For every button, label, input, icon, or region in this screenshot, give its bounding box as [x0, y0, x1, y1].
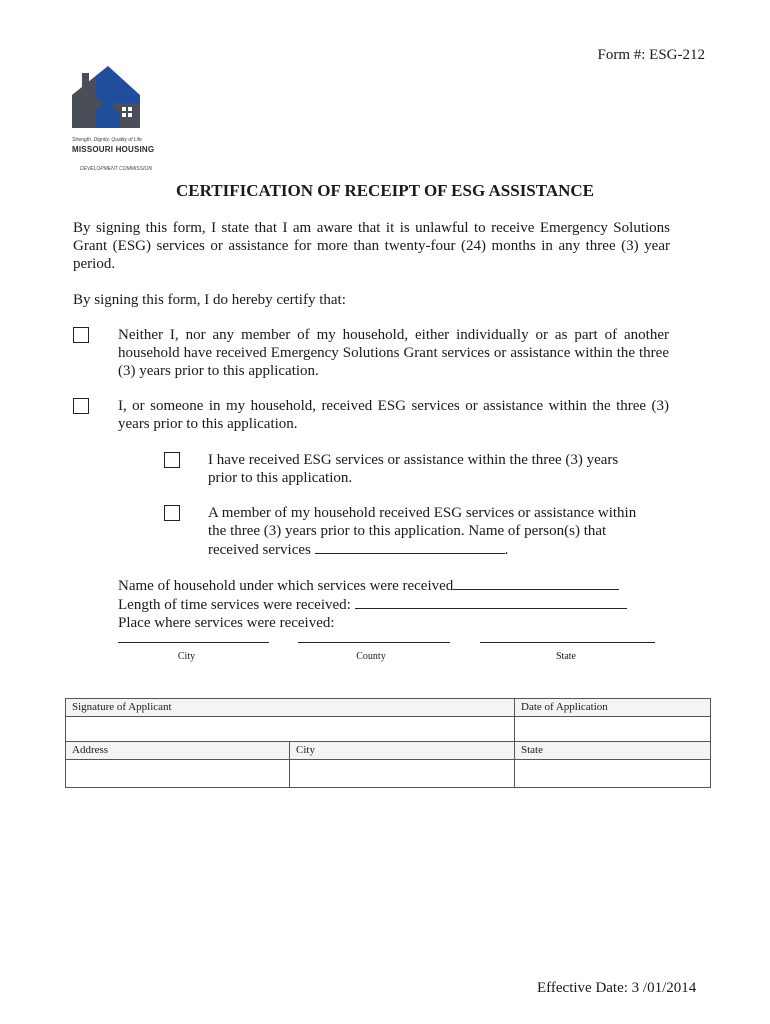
option-2-checkbox[interactable] [73, 398, 89, 414]
address-label: Address [66, 742, 290, 760]
date-label: Date of Application [515, 699, 711, 717]
logo-subname: DEVELOPMENT COMMISSION [80, 166, 152, 172]
sub-option-2-text [208, 504, 648, 559]
sub-option-2-label: A member of my household received ESG services or assistance within the three (3) years prior to this application. Name of person(s) that received services [208, 505, 637, 558]
option-2-text: I, or someone in my household, received ESG services or assistance within the three (3) years prior to this application. [118, 398, 669, 432]
intro-paragraph: By signing this form, I state that I am aware that it is unlawful to receive Emergency Solutions Grant (ESG) services or assistance for more than twenty-four (24) months in any three (3) year period. [73, 220, 670, 272]
house-puzzle-icon [68, 63, 155, 175]
state-field[interactable] [480, 642, 655, 643]
length-of-time-field[interactable] [355, 595, 627, 609]
service-details [118, 576, 678, 632]
certify-lead: By signing this form, I do hereby certify that: [73, 292, 346, 308]
state-label: State [556, 651, 576, 662]
signature-field[interactable] [66, 717, 515, 742]
option-1-text: Neither I, nor any member of my household, either individually or as part of another household have received Emergency Solutions Grant services or assistance within the three (3) years prior to this application. [118, 327, 669, 379]
household-name-label: Name of household under which services were received [118, 578, 454, 594]
address-field[interactable] [66, 760, 290, 788]
city-label: City [177, 651, 196, 662]
table-state-label: State [515, 742, 711, 760]
sub-option-1-checkbox[interactable] [164, 452, 180, 468]
sub-option-1-text: I have received ESG services or assistance within the three (3) years prior to this application. [208, 452, 619, 486]
page-title: CERTIFICATION OF RECEIPT OF ESG ASSISTANCE [175, 181, 595, 200]
mhdc-logo [68, 63, 155, 175]
county-label: County [356, 651, 386, 662]
signature-label: Signature of Applicant [66, 699, 515, 717]
received-services-field[interactable] [315, 540, 505, 554]
city-field[interactable] [118, 642, 269, 643]
sub-option-2-checkbox[interactable] [164, 505, 180, 521]
table-city-label: City [290, 742, 515, 760]
sub-option-2-period: . [504, 542, 509, 558]
length-of-time-label: Length of time services were received: [118, 597, 351, 613]
table-city-field[interactable] [290, 760, 515, 788]
table-state-field[interactable] [515, 760, 711, 788]
logo-name: MISSOURI HOUSING [72, 145, 155, 154]
logo-tagline: Strength. Dignity. Quality of Life [72, 137, 142, 143]
household-name-field[interactable] [453, 576, 619, 590]
signature-table [65, 698, 711, 788]
date-field[interactable] [515, 717, 711, 742]
county-field[interactable] [298, 642, 450, 643]
form-number: Form #: ESG-212 [597, 47, 705, 63]
option-1-checkbox[interactable] [73, 327, 89, 343]
effective-date: Effective Date: 3 /01/2014 [537, 980, 697, 996]
place-label: Place where services were received: [118, 615, 335, 631]
